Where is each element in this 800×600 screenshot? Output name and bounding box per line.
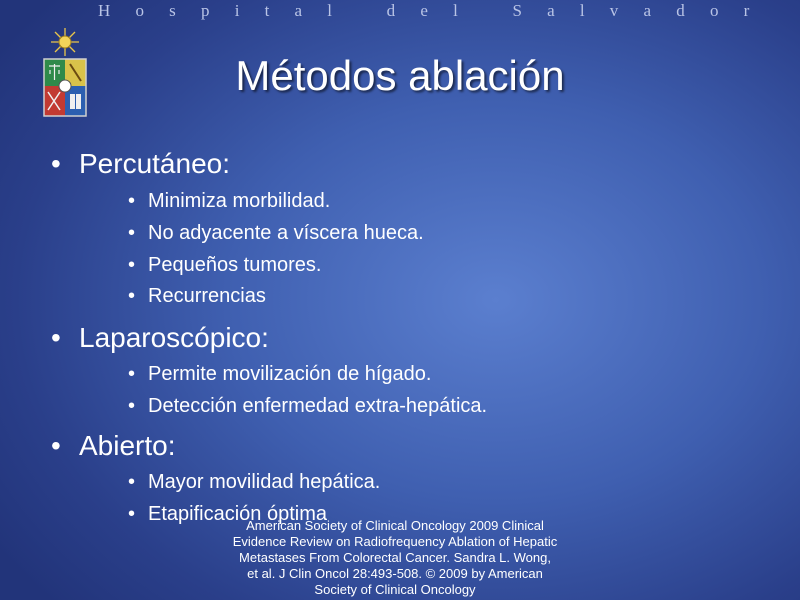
section-label: Abierto:	[79, 430, 176, 461]
bullet: •	[128, 503, 136, 525]
section-label: Percutáneo:	[79, 148, 230, 179]
list-item: • Recurrencias	[128, 285, 266, 307]
section-percutaneo	[51, 147, 230, 181]
section-label: Laparoscópico:	[79, 322, 269, 353]
bullet: •	[128, 471, 136, 493]
section-laparoscopico	[51, 321, 269, 355]
bullet: •	[128, 285, 136, 307]
list-item: • Mayor movilidad hepática.	[128, 471, 381, 493]
bullet: •	[128, 190, 136, 212]
bullet: •	[128, 222, 136, 244]
bullet: •	[51, 430, 61, 461]
slide-title: Métodos ablación	[235, 52, 565, 99]
bullet: •	[51, 148, 61, 179]
list-item: • Detección enfermedad extra-hepática.	[128, 395, 488, 417]
list-item: • No adyacente a víscera hueca.	[128, 222, 424, 244]
citation-text: American Society of Clinical Oncology 2009 Clinical Evidence Review on Radiofrequency Ablation of Hepatic Metastases From Colorectal Cancer. Sandra L. Wong, et al. J Clin Oncol 28:493-508. © 2009 by American Society of Clinical Oncology	[232, 518, 558, 597]
list-item: • Permite movilización de hígado.	[128, 363, 432, 385]
bullet: •	[128, 254, 136, 276]
hospital-header: Hospital del Salvador	[98, 1, 775, 20]
list-item: • Pequeños tumores.	[128, 254, 322, 276]
list-item: • Minimiza morbilidad.	[128, 190, 331, 212]
bullet: •	[128, 395, 136, 417]
bullet: •	[51, 322, 61, 353]
bullet: •	[128, 363, 136, 385]
list-item: • Etapificación óptima	[128, 503, 327, 525]
section-abierto	[51, 429, 176, 463]
